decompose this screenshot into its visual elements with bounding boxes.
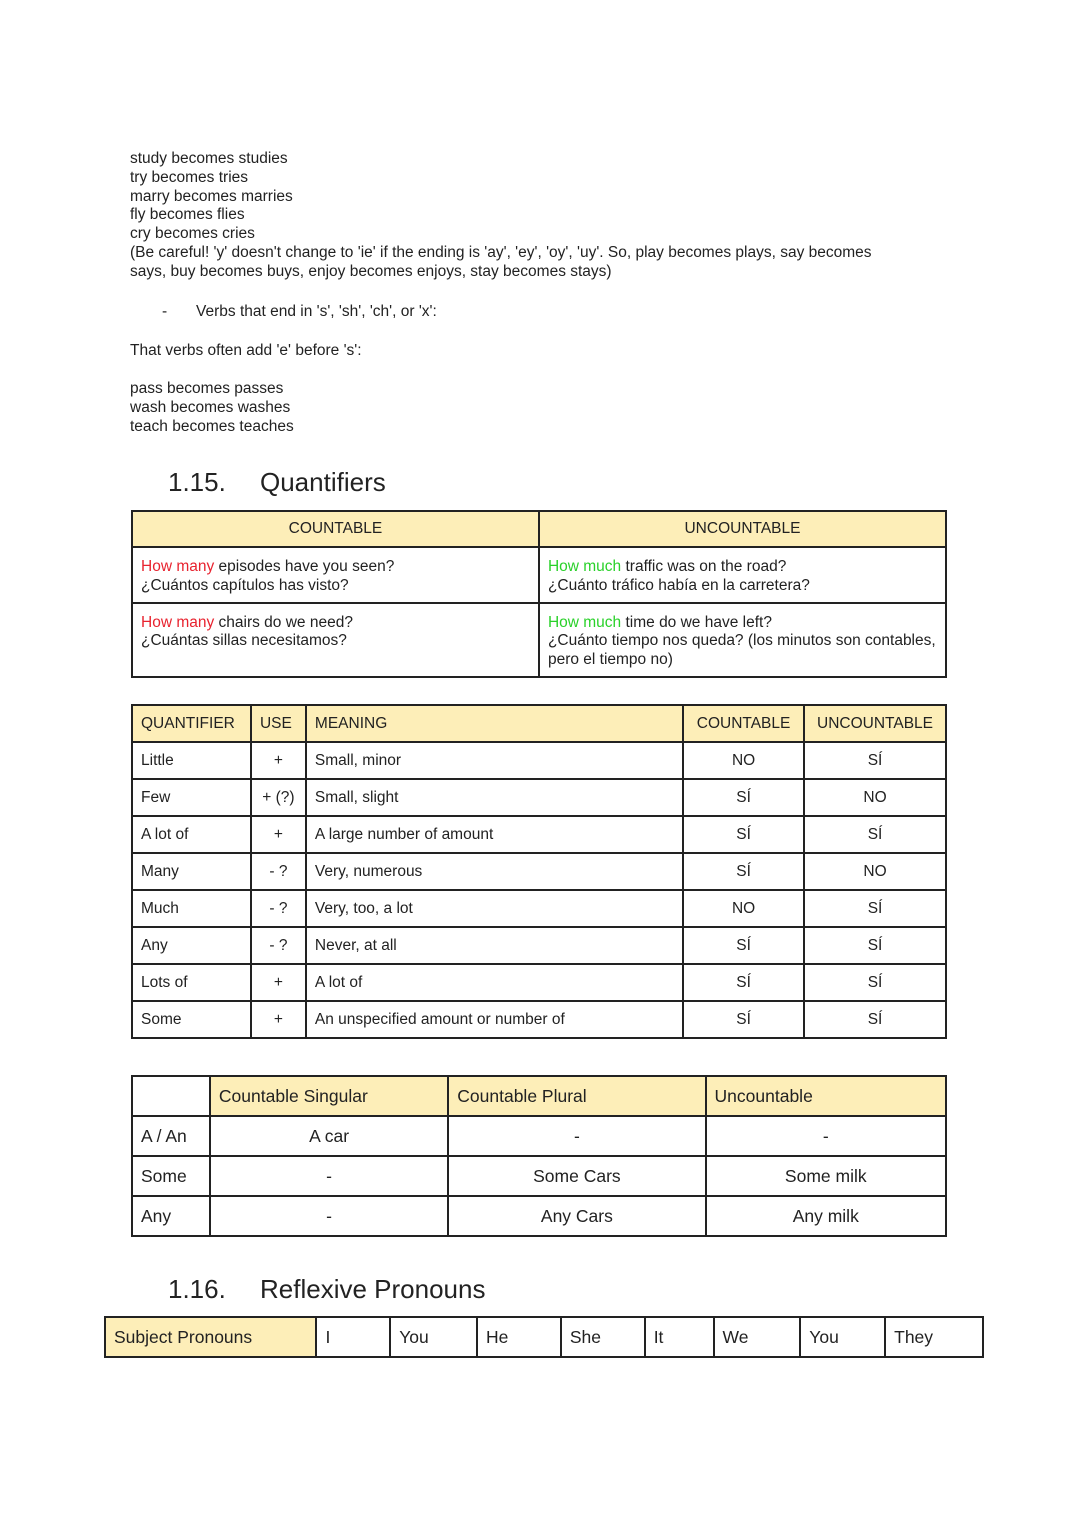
use-cell: - ?	[251, 890, 306, 927]
table-row	[132, 1116, 946, 1156]
text-line: try becomes tries	[130, 168, 249, 186]
countable-cell: SÍ	[683, 779, 804, 816]
pronoun-cell: It	[645, 1317, 714, 1357]
header-uncountable: Uncountable	[706, 1076, 946, 1116]
uncountable-cell: Some milk	[706, 1156, 946, 1196]
text-line: (Be careful! 'y' doesn't change to 'ie' if the ending is 'ay', 'ey', 'oy', 'uy'. So, play becomes plays, say becomes	[130, 243, 872, 261]
how-much-highlight: How much	[547, 613, 622, 631]
example-text: chairs do we need?	[214, 613, 353, 631]
text-line: cry becomes cries	[130, 225, 255, 243]
section-heading-reflexive	[168, 1274, 668, 1306]
use-cell: + (?)	[251, 779, 306, 816]
text-line: pass becomes passes	[130, 380, 284, 397]
quantifier-cell: Few	[132, 779, 251, 816]
uncountable-cell: SÍ	[804, 890, 946, 927]
subject-pronouns-table	[104, 1316, 984, 1358]
countable-example	[132, 603, 539, 677]
es-rule-note: That verbs often add 'e' before 's':	[130, 342, 362, 359]
example-translation: ¿Cuántos capítulos has visto?	[141, 576, 349, 594]
use-cell: +	[251, 816, 306, 853]
countable-cell: SÍ	[683, 1001, 804, 1038]
uncountable-cell: NO	[804, 853, 946, 890]
subject-pronouns-label: Subject Pronouns	[105, 1317, 316, 1357]
uncountable-cell: NO	[804, 779, 946, 816]
table-row	[132, 1001, 946, 1038]
section-number: 1.15.	[168, 467, 226, 497]
pronoun-cell: He	[477, 1317, 561, 1357]
uncountable-cell: SÍ	[804, 816, 946, 853]
table-row	[132, 927, 946, 964]
quantifier-cell: Lots of	[132, 964, 251, 1001]
text-line: marry becomes marries	[130, 187, 293, 205]
quantifier-table	[131, 704, 947, 1039]
use-cell: +	[251, 742, 306, 779]
header-meaning: MEANING	[306, 705, 683, 742]
quantifier-cell: Little	[132, 742, 251, 779]
quantifier-cell: Some	[132, 1001, 251, 1038]
meaning-cell: A lot of	[306, 964, 683, 1001]
uncountable-cell: SÍ	[804, 964, 946, 1001]
table-row	[132, 853, 946, 890]
text-line: wash becomes washes	[130, 398, 291, 416]
section-number: 1.16.	[168, 1274, 226, 1304]
table-row	[132, 816, 946, 853]
uncountable-cell: SÍ	[804, 742, 946, 779]
header-uncountable: UNCOUNTABLE	[804, 705, 946, 742]
table-row	[132, 890, 946, 927]
pronoun-cell: You	[390, 1317, 477, 1357]
table-row	[132, 1196, 946, 1236]
meaning-cell: A large number of amount	[306, 816, 683, 853]
use-cell: - ?	[251, 853, 306, 890]
countable-plural-cell: -	[448, 1116, 705, 1156]
countable-cell: SÍ	[683, 964, 804, 1001]
countable-cell: NO	[683, 890, 804, 927]
example-translation: ¿Cuánto tráfico había en la carretera?	[547, 576, 810, 594]
section-title: Reflexive Pronouns	[260, 1274, 486, 1304]
article-label-cell: Any	[132, 1196, 210, 1236]
example-text: traffic was on the road?	[621, 558, 787, 575]
bullet-text: Verbs that end in 's', 'sh', 'ch', or 'x':	[196, 303, 437, 320]
uncountable-cell: -	[706, 1116, 946, 1156]
table-row	[132, 603, 946, 677]
how-much-highlight: How much	[547, 558, 622, 575]
header-countable-singular: Countable Singular	[210, 1076, 448, 1116]
table-row	[132, 742, 946, 779]
countable-plural-cell: Any Cars	[448, 1196, 705, 1236]
meaning-cell: Small, minor	[306, 742, 683, 779]
uncountable-cell: SÍ	[804, 1001, 946, 1038]
countable-cell: SÍ	[683, 853, 804, 890]
example-translation: ¿Cuánto tiempo nos queda? (los minutos son contables, pero el tiempo no)	[547, 632, 936, 669]
header-uncountable: UNCOUNTABLE	[539, 511, 946, 547]
header-countable: COUNTABLE	[132, 511, 539, 547]
quantifier-cell: Much	[132, 890, 251, 927]
header-quantifier: QUANTIFIER	[132, 705, 251, 742]
pronoun-cell: They	[885, 1317, 983, 1357]
pronoun-cell: I	[316, 1317, 390, 1357]
text-line: says, buy becomes buys, enjoy becomes enjoys, stay becomes stays)	[130, 262, 612, 280]
pronoun-cell: We	[714, 1317, 801, 1357]
quantifier-cell: Any	[132, 927, 251, 964]
quantifier-cell: Many	[132, 853, 251, 890]
countable-singular-cell: -	[210, 1196, 448, 1236]
countable-cell: SÍ	[683, 927, 804, 964]
table-row	[132, 779, 946, 816]
countable-cell: SÍ	[683, 816, 804, 853]
table-row	[132, 1156, 946, 1196]
meaning-cell: Very, numerous	[306, 853, 683, 890]
text-line: fly becomes flies	[130, 206, 245, 224]
article-label-cell: A / An	[132, 1116, 210, 1156]
quantifier-cell: A lot of	[132, 816, 251, 853]
countable-cell: NO	[683, 742, 804, 779]
use-cell: +	[251, 964, 306, 1001]
section-heading-quantifiers	[168, 467, 568, 499]
example-text: time do we have left?	[621, 613, 772, 631]
uncountable-example	[539, 547, 946, 603]
countable-singular-cell: A car	[210, 1116, 448, 1156]
uncountable-cell: Any milk	[706, 1196, 946, 1236]
meaning-cell: Small, slight	[306, 779, 683, 816]
verb-examples-block	[130, 150, 872, 282]
countable-uncountable-table	[131, 510, 947, 678]
section-title: Quantifiers	[260, 467, 386, 497]
header-empty	[132, 1076, 210, 1116]
use-cell: +	[251, 1001, 306, 1038]
text-line: teach becomes teaches	[130, 417, 294, 435]
header-use: USE	[251, 705, 306, 742]
uncountable-cell: SÍ	[804, 927, 946, 964]
how-many-highlight: How many	[141, 558, 215, 575]
pronoun-cell: She	[561, 1317, 645, 1357]
uncountable-example	[539, 603, 946, 677]
table-row	[132, 547, 946, 603]
es-examples-block	[130, 380, 294, 436]
countable-singular-cell: -	[210, 1156, 448, 1196]
text-line: study becomes studies	[130, 150, 288, 167]
table-row	[132, 964, 946, 1001]
example-translation: ¿Cuántas sillas necesitamos?	[141, 632, 347, 650]
countable-example	[132, 547, 539, 603]
pronoun-cell: You	[800, 1317, 885, 1357]
meaning-cell: Very, too, a lot	[306, 890, 683, 927]
example-text: episodes have you seen?	[214, 558, 395, 575]
article-label-cell: Some	[132, 1156, 210, 1196]
header-countable: COUNTABLE	[683, 705, 804, 742]
meaning-cell: An unspecified amount or number of	[306, 1001, 683, 1038]
use-cell: - ?	[251, 927, 306, 964]
countable-plural-cell: Some Cars	[448, 1156, 705, 1196]
meaning-cell: Never, at all	[306, 927, 683, 964]
bullet-marker: -	[162, 303, 168, 320]
header-countable-plural: Countable Plural	[448, 1076, 705, 1116]
how-many-highlight: How many	[141, 613, 215, 631]
table-row	[105, 1317, 983, 1357]
article-usage-table	[131, 1075, 947, 1237]
